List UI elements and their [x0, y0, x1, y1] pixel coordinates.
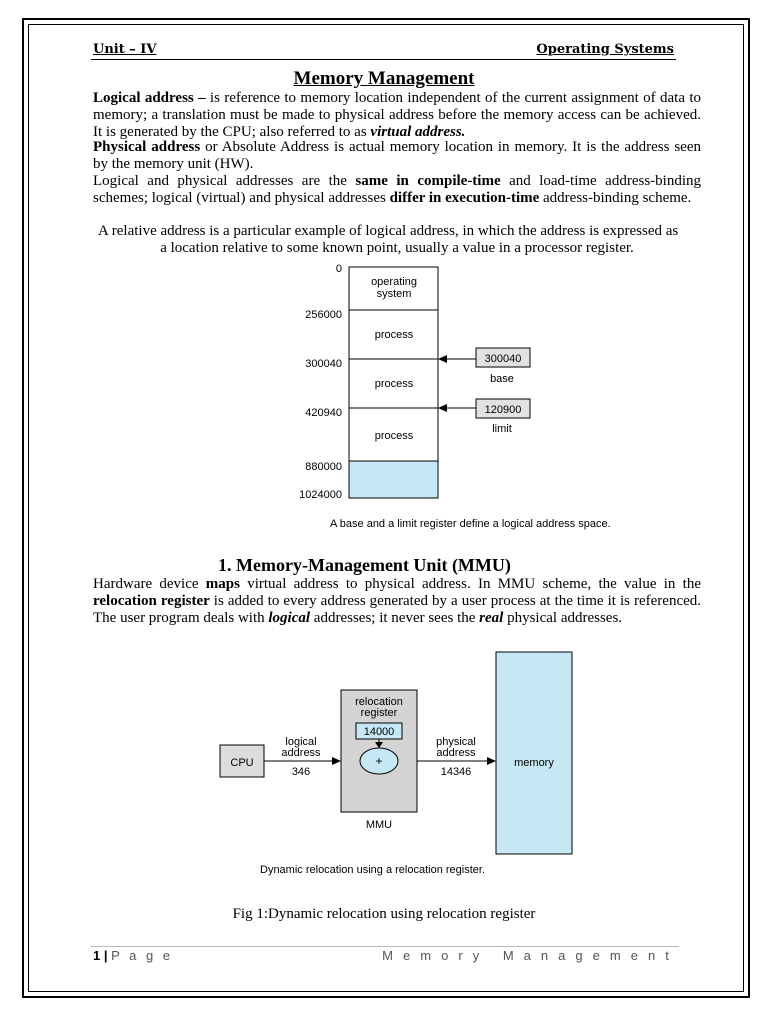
block-process-3: process [374, 430, 414, 442]
para3-bold-1: same in compile-time [355, 173, 501, 189]
para3-text-3: address-binding scheme. [539, 190, 692, 206]
para3-text-1: Logical and physical addresses are the [93, 173, 356, 189]
adder-plus: + [375, 754, 383, 768]
mmu-bold-real: real [479, 610, 504, 626]
mmu-text-3: is added to every address generated by a user process at the time it is referenced. The user program deals with [93, 593, 702, 626]
term-virtual-address: virtual address. [370, 124, 466, 140]
base-arrow-head [438, 355, 447, 363]
page-number: 1 [93, 948, 101, 963]
footer-rule [91, 946, 679, 947]
paragraph-relative-line1: A relative address is a particular example of logical address, in which the address is expressed as [98, 223, 679, 239]
header-unit: Unit – IV [93, 42, 157, 57]
addr-300040: 300040 [305, 358, 342, 370]
figure-mmu-caption: Dynamic relocation using a relocation register. [260, 864, 486, 876]
base-register-value: 300040 [484, 353, 522, 365]
logical-value: 346 [291, 766, 311, 778]
page-word: P a g e [111, 948, 174, 963]
term-physical-address: Physical address [93, 139, 201, 155]
mmu-text-1: Hardware device [93, 576, 206, 592]
header-rule [91, 59, 676, 60]
physical-label-2: address [436, 747, 476, 759]
footer-page [93, 948, 173, 963]
figure-mmu [210, 648, 580, 880]
mmu-text-4: addresses; it never sees the [310, 610, 480, 626]
block-os-line2: system [376, 288, 412, 300]
limit-register-label: limit [492, 423, 512, 435]
block-process-1: process [374, 329, 414, 341]
logical-arrow-head [332, 757, 341, 765]
section-heading-mmu: 1. Memory-Management Unit (MMU) [218, 555, 511, 575]
physical-arrow-head [487, 757, 496, 765]
page-separator: | [103, 948, 108, 963]
mmu-text-5: physical addresses. [503, 610, 623, 626]
base-register-label: base [490, 373, 514, 385]
reg-value: 14000 [363, 726, 395, 738]
paragraph-logical-address [93, 90, 701, 141]
mmu-bold-relocation-register: relocation register [93, 593, 210, 609]
paragraph-physical-address [93, 139, 701, 173]
limit-arrow-head [438, 404, 447, 412]
addr-420940: 420940 [305, 407, 342, 419]
paragraph-mmu [93, 576, 701, 627]
figure-caption: Fig 1:Dynamic relocation using relocation register [232, 906, 536, 922]
footer-topic: M e m o r y M a n a g e m e n t [382, 948, 672, 963]
physical-value: 14346 [440, 766, 472, 778]
addr-880000: 880000 [305, 461, 342, 473]
para1-text: is reference to memory location independent of the current assignment of data to memory; a translation must be made to physical address before the memory access can be achieved. It is generated by the CPU; also referred to as [93, 90, 702, 140]
paragraph-relative-line2: a location relative to some known point, usually a value in a processor register. [160, 240, 634, 256]
memory-box [496, 652, 572, 854]
mmu-bold-logical: logical [268, 610, 311, 626]
logical-label-1: logical [285, 736, 317, 748]
cpu-label: CPU [230, 757, 254, 769]
memory-label: memory [514, 757, 554, 769]
reg-label-1: relocation [355, 696, 403, 708]
limit-register-value: 120900 [484, 404, 522, 416]
mmu-bold-maps: maps [205, 576, 240, 592]
free-memory-region [349, 461, 438, 498]
block-process-2: process [374, 378, 414, 390]
para3-text-2: and load-time address-binding schemes; logical (virtual) and physical addresses [93, 173, 701, 206]
physical-label-1: physical [436, 736, 476, 748]
term-logical-address: Logical address – [93, 90, 206, 106]
reg-label-2: register [360, 707, 398, 719]
addr-1024000: 1024000 [299, 489, 342, 501]
para2-text: or Absolute Address is actual memory location in memory. It is the address seen by the memory unit (HW). [93, 139, 701, 172]
logical-label-2: address [281, 747, 321, 759]
paragraph-address-binding [93, 173, 701, 207]
addr-0: 0 [335, 263, 342, 275]
figure-base-limit [290, 258, 611, 534]
para3-bold-2: differ in execution-time [389, 190, 540, 206]
page-title: Memory Management [293, 68, 475, 89]
figure-base-limit-caption: A base and a limit register define a logical address space. [330, 518, 611, 530]
addr-256000: 256000 [305, 309, 342, 321]
mmu-text-2: virtual address to physical address. In MMU scheme, the value in the [239, 576, 701, 592]
block-os-line1: operating [371, 276, 417, 288]
mmu-label: MMU [365, 819, 393, 831]
header-subject: Operating Systems [536, 42, 674, 57]
